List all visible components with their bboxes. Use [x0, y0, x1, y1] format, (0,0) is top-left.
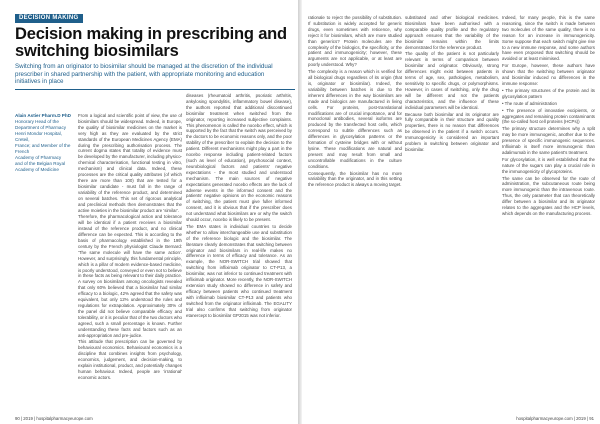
body-paragraph: From a logical and scientific point of view, the use of biosimilars should be widespread. Indeed, in Europe, the quality of biosimilar medicines on the market is very high as they are evaluated by the strict standards of the European Medicines Agency (EMA) during the prescribing authorisation process. The current dogma states that totality of evidence must be developed by the manufacturer, including physico-chemical characterisation, functional testing in vitro, mechanism) and clinical data. Indeed, these processes are the critical quality attributes (of which there are more than 100) that are tested for a biosimilar candidate - must fall in the range of variability of the reference product, and determined on several batches. This set of rigorous analytical and preclinical methods then demonstrates that the active moieties in the biosimilar product are 'similar'. — [78, 113, 182, 213]
body-paragraph: Therefore, the pharmacological action and tolerance will be identical if a patient receives a biosimilar instead of the reference product, and no clinical difference can be expected. This is according to the basis of pharmacology established in the 19th century by the French physiologist Claude Bernard: 'The same molecule will have the same action'. However, and surprisingly, this fundamental principle, which is a pillar of modern evidence-based medicine, is poorly understood, conveyed or even not to believe in these facts as being relevant to their daily practice. A survey on biosimilars among oncologists revealed that only 60% believed that a biosimilar had similar efficacy to a biologic, 42% agreed that the safety was equivalent, but only 12% understood the rules and regulations for extrapolation. Approximately 30% of the panel did not believe comparable efficacy and tolerability, or it is peculiar that of the two doctors who agreed, such a small percentage is known. Further understanding these facts and factors such as an anti-appropriation and pre-judice. — [78, 214, 182, 338]
left-page — [0, 0, 298, 424]
body-paragraph: The same can be observed for the route of administration, the subcutaneous route being more immunogenic than the intravenous route. Thus, the only parameter that can theoretically differ between a biosimilar and its originator relates to the aggregates and the HCP levels, which depends on the manufacturing process. — [502, 175, 595, 216]
body-column-2 — [186, 93, 292, 319]
body-paragraph: The primary structure determines why a split may be more immunogenic, another due to the presence of specific immunogenic sequences. Infliximab is itself more immunogenic than adalimumab in the same patient's treatment. — [502, 126, 595, 155]
body-paragraph: The quality of the patient is not particularly relevant in terms of comparison between biosimilar and originator. Obviously, strong differences might exist between patients in terms of age, sex, pathologies, metabolism, sensitivity to specific drugs, or polymorphisms. However, in cases of switching, only the drug will be different and not the patients characteristics, and the influence of these individual parameters will be identical. — [405, 51, 499, 110]
body-paragraph: Indeed, for many people, this is the same reasoning, since the switch is made between two molecules of the same quality, there is no reason for an increase in immunogenicity. Some suppose that each switch might give rise to a new immune response, and some authors have even proposed that switching should be avoided or at least minimised. — [502, 15, 595, 62]
page-footer-right: hospitalpharmacyeurope.com | 2019 | 91 — [516, 416, 594, 421]
author-line: Henri Mondor Hospital, Creteil, — [15, 131, 62, 142]
body-column-4 — [405, 15, 499, 154]
author-line: Academy of Pharmacy — [15, 155, 62, 160]
page-footer-left: 90 | 2019 | hospitalpharmacyeurope.com — [15, 416, 93, 421]
bullet-item: • The primary structures of the protein and its glycosylation pattern — [502, 87, 595, 99]
body-column-5 — [502, 15, 595, 218]
bullet-item: • The presence of innovative excipients, or aggregates and remaining protein contaminants (the so-called host cell proteins (HCPs)) — [502, 107, 595, 125]
author-line: Department of Pharmacy — [15, 125, 67, 130]
author-line: and of the Belgian Royal — [15, 161, 66, 166]
bullet-item: • The route of administration — [502, 100, 557, 106]
body-paragraph: Because both biosimilar and its originator are fully comparable in their structure and quality properties, there is no reason that differences be observed in the patient if a switch occurs. Immunogenicity is considered an important problem in switching between originator and biosimilar. — [405, 111, 499, 152]
author-name: Alain Astier Pharm.D PhD — [15, 113, 71, 118]
author-line: Academy of Medicine — [15, 167, 59, 172]
body-paragraph: Consequently, the biosimilar has no more variability than the originator, and in this setting the reference product is always a moving target. — [308, 170, 402, 188]
body-paragraph: The EMA states in individual countries to decide whether to allow interchangeable use and substitution of the reference biologic and the biosimilar. The literature clearly demonstrates that switching between originator and biosimilars in real-life makes no difference in terms of efficacy and tolerance. As an example, the NOR-SWITCH trial showed that switching from infliximab originator to CT-P13, a biosimilar, was not inferior to continued treatment with infliximab originator. More recently, the NOR-SWITCH extension study showed no difference in safety and efficacy between patients who continued treatment with infliximab biosimilar CT-P13 and patients who switched from the originator infliximab. The EGALITY trial also confirms that switching from originator etanercept to biosimilar GP2015 was not inferior. — [186, 223, 292, 318]
body-paragraph: diseases (rheumatoid arthritis, psoriatic arthritis, ankylosing spondylitis, inflammatory bowel disease), the authors reported that additional discontinued biosimilar treatment when switched from the originator, reporting increased subjective complaints. This phenomenon is called the nocebo effect, which is supported by the fact that the switch was perceived by the doctors to be economic reasons only, and the poor stability of the prescriber to explain the decision to the patient. Different mechanisms might play a part in the nocebo response including patient-related factors (such as level of education), psychosocial context, neurobiological factors and patients' negative expectations - the most studied and understood mechanism. The main sources of negative expectations generated nocebo effects are the lack of adverse events in the informed consent and the patients' negative opinions on the economic reasons of switching, the patient must give fuller informed consent, and it is obvious that if the prescriber does not understand what biosimilars are or why the switch should occur, nocebo is likely to be present. — [186, 93, 292, 223]
author-box — [15, 113, 73, 173]
author-line: France; and Member of the French — [15, 143, 71, 154]
body-paragraph: rationale to reject the possibility of substitution. If substitution is widely accepted for generic drugs, even sometimes with reticence, why reject it for biosimilars, which are more studied than generics? Protein molecules are the complexity of the biologics, the specificity, or the patient and immunogenicity; however, these arguments are not applicable, or at least are poorly understood. Why? — [308, 15, 402, 68]
right-page — [302, 0, 600, 424]
body-paragraph: substituted and other biological medicines. Biosimilars have been authorised with a comparable quality profile and the regulatory approach ensures that the variability of the biosimilar remains within the limits demonstrated for the reference product. — [405, 15, 499, 50]
header-rule — [15, 89, 295, 90]
body-column-3 — [308, 15, 402, 189]
body-paragraph: This attitude that prescription can be governed by behavioural economics. Behavioural economics is a discipline that combines insights from psychology, economics, judgement, and decision-making, to explain institutional, product, and potentially changes human behaviour. Indeed, people are 'irrational' economic actors. — [78, 339, 182, 380]
article-headline: Decision making in prescribing and switching biosimilars — [15, 25, 287, 60]
author-line: Honorary Head of the — [15, 119, 59, 124]
article-standfirst: Switching from an originator to biosimilar should be managed at the discretion of the individual prescriber in shared partnership with the patient, with appropriate monitoring and education initiatives in place — [15, 63, 273, 86]
body-column-1 — [78, 113, 182, 382]
body-paragraph: For Europe, however, these authors have shown that the switching between originator and biosimilar induced no differences in the immune response: — [502, 63, 595, 86]
body-paragraph: The complexity is a reason which is verified for all biological drugs regardless of its origin (that is, originator or biosimilar). Indeed, the variability between batches is due to the inherent differences in the way biosimilars are made and biologics are manufactured in living cells. For proteins, post-translational modifications are of crucial importance, and for monoclonal antibodies, several isoforms are produced by the transfected host cells, which correspond to subtle differences such as differences in glycosylation patterns or the formation of cysteine bridges with or without lysine. These modifications are natural and present and may result from small and uncontrollable modifications in the culture conditions. — [308, 69, 402, 169]
body-paragraph: For glycosylation, it is well established that the nature of the sugars can play a crucial role in the immunogenicity of glycoproteins. — [502, 156, 595, 174]
section-tag: DECISION MAKING — [15, 14, 83, 23]
